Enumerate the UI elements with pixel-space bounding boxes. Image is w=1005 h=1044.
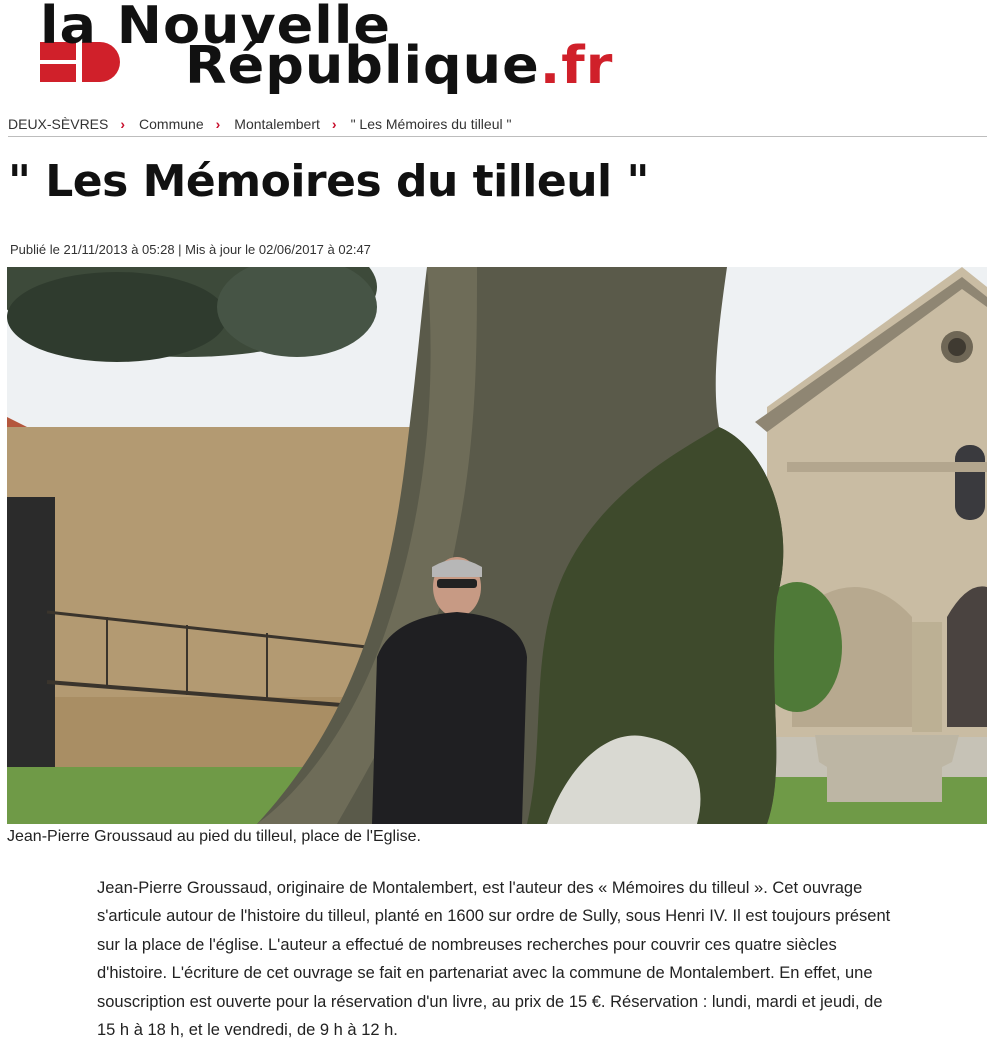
breadcrumb [8,112,987,137]
logo-text-line1: la Nouvelle [40,0,391,56]
logo-text-name: République [185,35,540,96]
site-logo[interactable] [40,0,960,96]
article-paragraph: Jean-Pierre Groussaud, originaire de Montalembert, est l'auteur des « Mémoires du tilleul ». Cet ouvrage s'articule autour de l'histoire du tilleul, planté en 1600 sur ordre de Sully, sous Henri IV. Il est toujours présent sur la place de l'église. L'auteur a effectué de nombreuses recherches pour couvrir ces quatre siècles d'histoire. L'écriture de cet ouvrage se fait en partenariat avec la commune de Montalembert. En effet, une souscription est ouverte pour la réservation d'un livre, au prix de 15 €. Réservation : lundi, mardi et jeudi, de 15 h à 18 h, et le vendredi, de 9 h à 12 h. [97,879,891,1040]
article-body [97,874,902,1044]
page-title: " Les Mémoires du tilleul " [8,156,649,207]
breadcrumb-item-deux-sevres[interactable]: DEUX-SÈVRES [8,116,109,132]
logo-text-line2 [185,35,614,96]
photo-illustration [7,267,987,824]
breadcrumb-item-commune[interactable]: Commune [139,116,204,132]
chevron-right-icon: › [120,116,126,132]
chevron-right-icon: › [215,116,221,132]
breadcrumb-item-current: " Les Mémoires du tilleul " [350,116,512,132]
chevron-right-icon: › [331,116,337,132]
site-header [0,0,1005,98]
photo-caption: Jean-Pierre Groussaud au pied du tilleul, place de l'Eglise. [7,828,421,845]
article-meta: Publié le 21/11/2013 à 05:28 | Mis à jour le 02/06/2017 à 02:47 [10,242,371,257]
article-photo [7,267,987,824]
breadcrumb-item-montalembert[interactable]: Montalembert [234,116,320,132]
logo-text-tld: .fr [539,35,614,96]
